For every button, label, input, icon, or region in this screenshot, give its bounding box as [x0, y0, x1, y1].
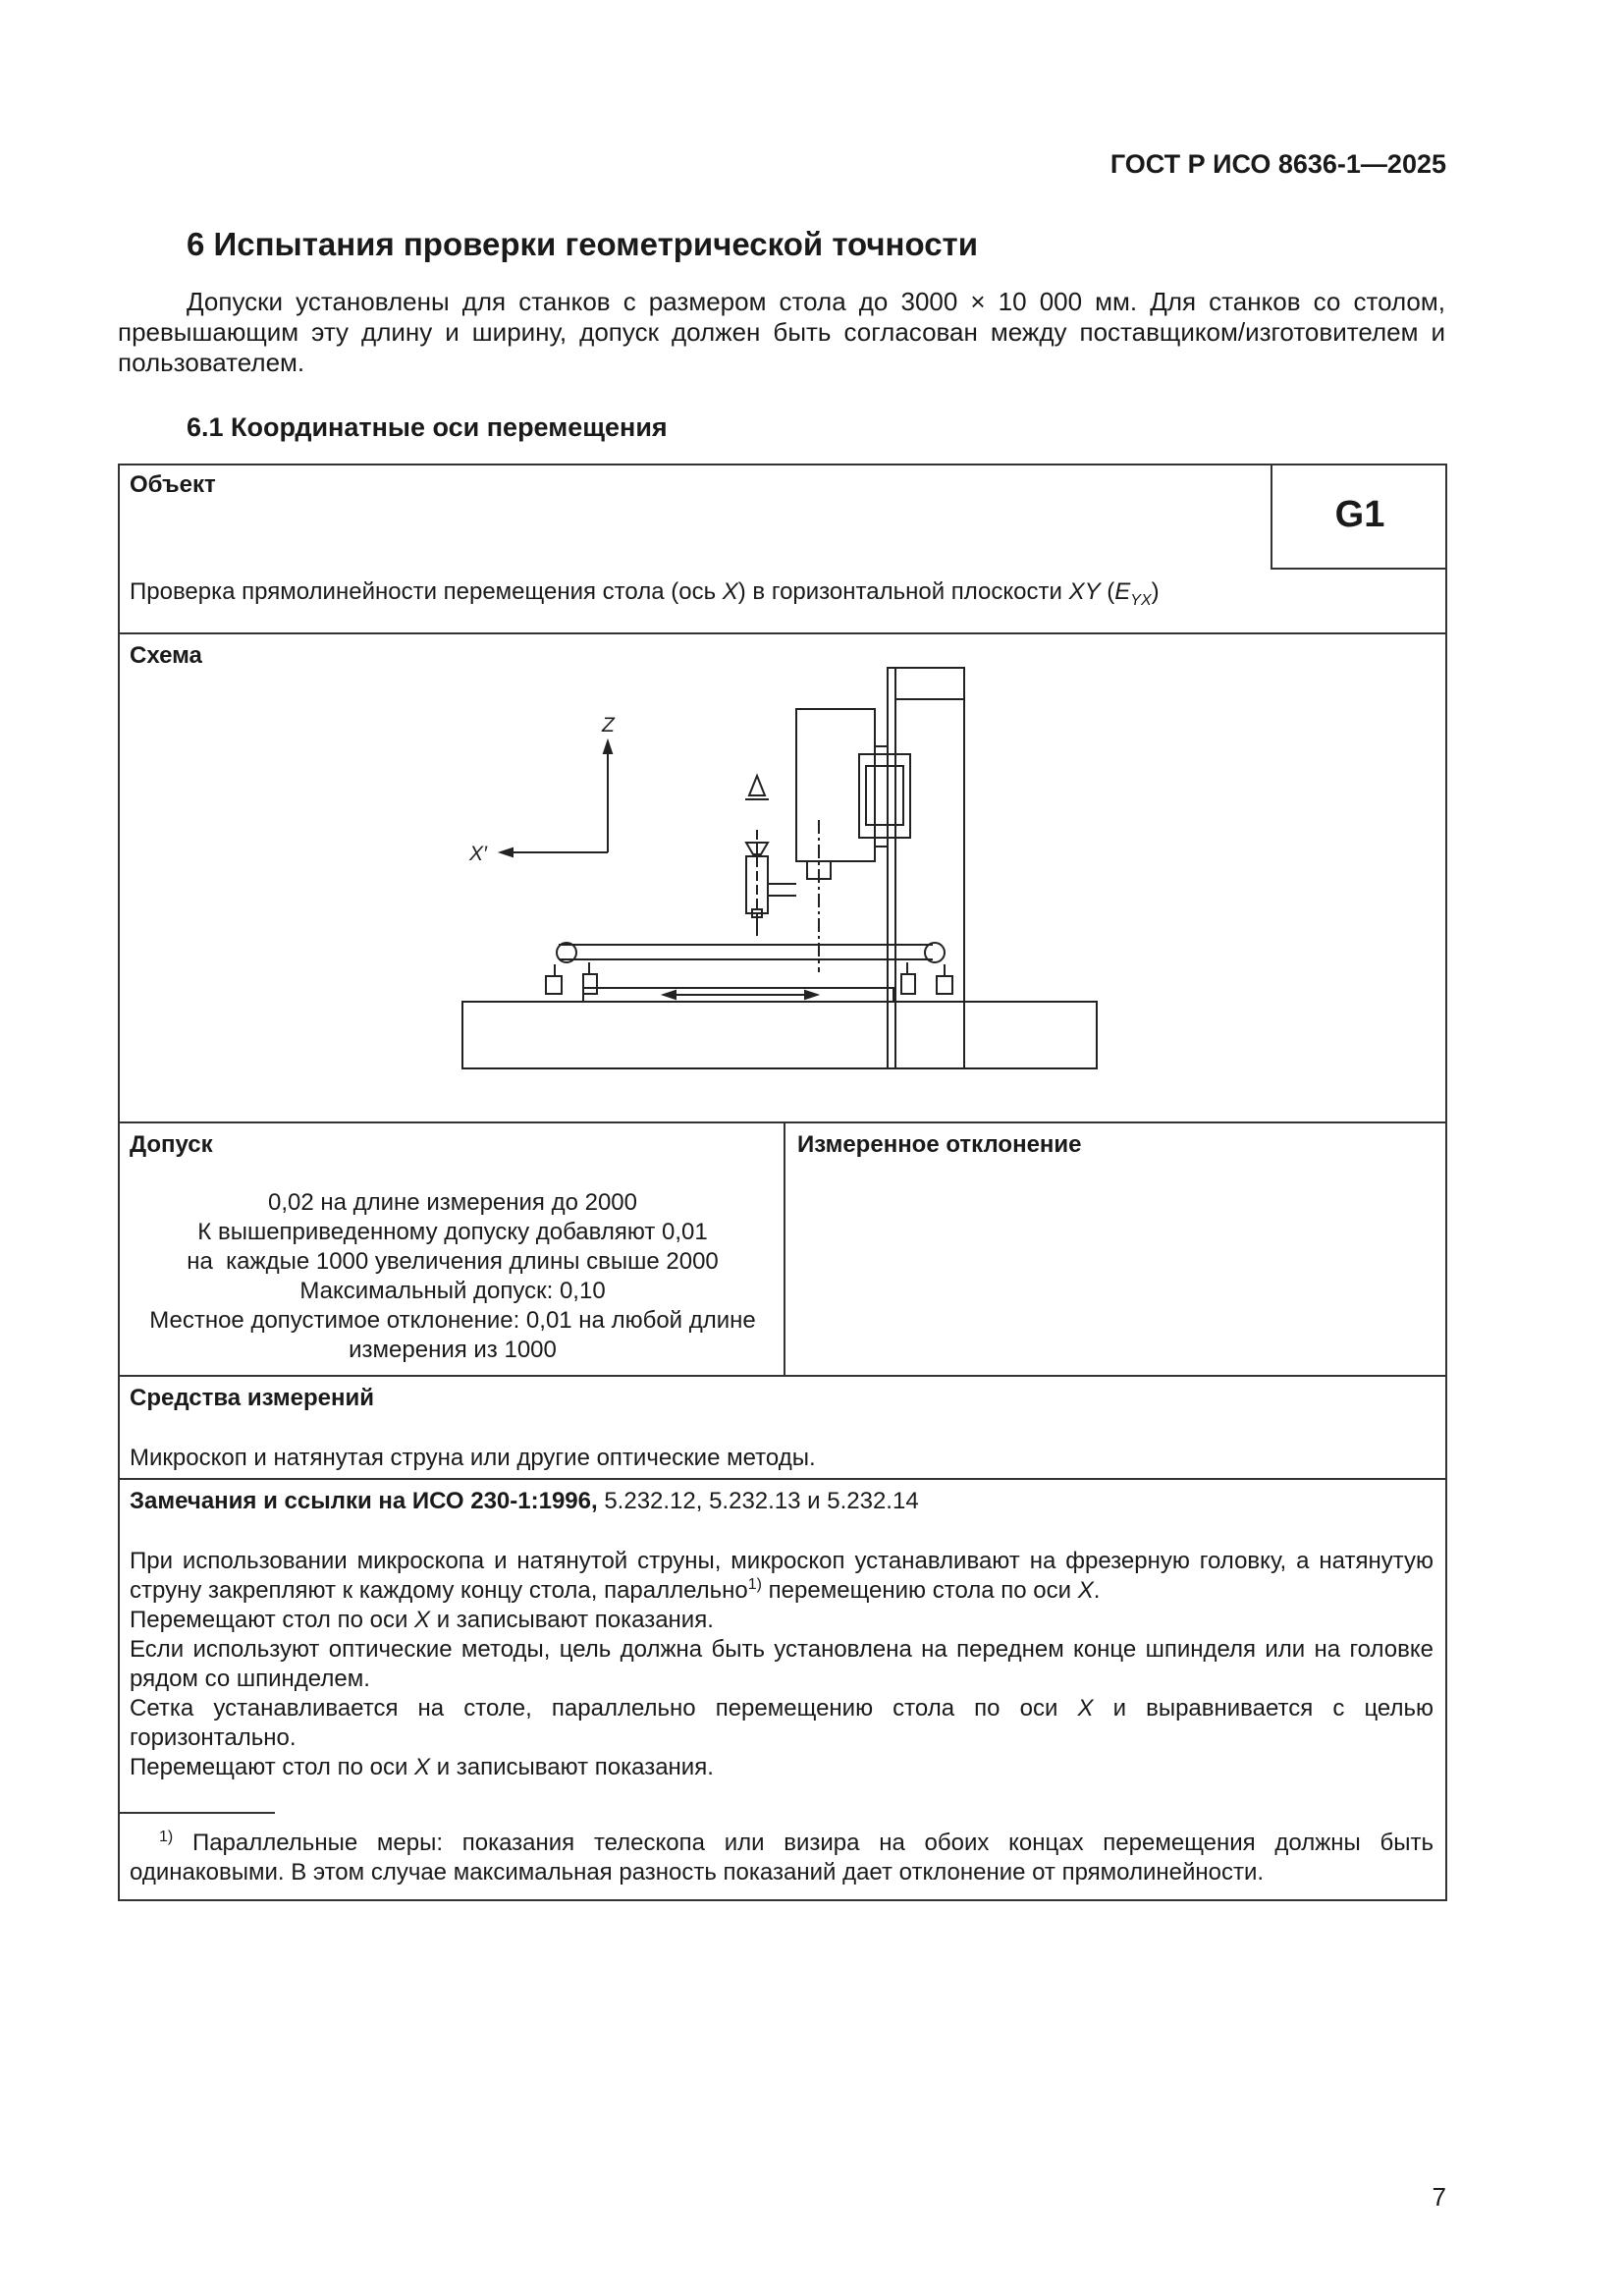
- note-paragraph: [130, 1694, 1434, 1753]
- tolerance-line: 0,02 на длине измерения до 2000: [267, 1189, 638, 1216]
- scheme-diagram: [0, 0, 1623, 1129]
- x-axis-label: X′: [469, 843, 487, 865]
- scheme-label: Схема: [130, 642, 202, 669]
- axis-symbol: X: [414, 1754, 431, 1780]
- footnote-ref: 1): [747, 1576, 763, 1593]
- row-divider: [118, 1478, 1447, 1480]
- notes-body: [130, 1547, 1434, 1782]
- tolerance-line: измерения из 1000: [349, 1337, 557, 1363]
- footnote-rule: [118, 1812, 275, 1814]
- object-paren-close: ): [1151, 578, 1160, 605]
- notes-references: 5.232.12, 5.232.13 и 5.232.14: [597, 1488, 919, 1514]
- support-block: [901, 974, 915, 994]
- axis-symbol: X: [1077, 1577, 1094, 1604]
- object-axis: X: [722, 578, 738, 605]
- note-text: и выравнивается с целью горизонтально.: [130, 1695, 1434, 1751]
- tolerance-line: Местное допустимое отклонение: 0,01 на любой длине: [149, 1307, 756, 1334]
- travel-arrow-right: [805, 991, 817, 999]
- z-axis-arrow: [604, 741, 612, 753]
- z-axis-label: Z: [602, 714, 615, 737]
- footnote-paragraph: [130, 1829, 1434, 1887]
- observer-symbol: [749, 776, 765, 795]
- row-divider: [118, 1375, 1447, 1377]
- measuring-means-text: Микроскоп и натянутая струна или другие оптические методы.: [130, 1445, 816, 1471]
- measuring-means-label: Средства измерений: [130, 1385, 375, 1411]
- footnote-text: Параллельные меры: показания телескопа или визира на обоих концах перемещения должны быть одинаковыми. В этом случае максимальная разность показаний дает отклонение от прямолинейности.: [130, 1830, 1434, 1886]
- object-e-subscript: YX: [1130, 591, 1152, 609]
- page-number: 7: [1432, 2182, 1446, 2212]
- tolerance-line: на каждые 1000 увеличения длины свыше 2000: [187, 1248, 719, 1275]
- tolerance-line: К вышеприведенному допуску добавляют 0,01: [197, 1219, 708, 1245]
- tolerance-line: Максимальный допуск: 0,10: [299, 1278, 606, 1304]
- footnote: [130, 1829, 1434, 1887]
- object-e: E: [1114, 578, 1131, 605]
- object-text-mid: ) в горизонтальной плоскости: [737, 578, 1069, 605]
- travel-arrow-left: [664, 991, 676, 999]
- object-paren-open: (: [1100, 578, 1115, 605]
- support-block: [583, 974, 597, 994]
- note-paragraph: Если используют оптические методы, цель должна быть установлена на переднем конце шпинделя или на головке рядом со шпинделем.: [130, 1636, 1434, 1692]
- column-divider: [784, 1121, 785, 1376]
- notes-heading: [130, 1488, 919, 1515]
- note-text: и записывают показания.: [430, 1754, 714, 1780]
- note-paragraph: [130, 1547, 1434, 1606]
- note-paragraph: [130, 1606, 1434, 1635]
- object-plane: XY: [1068, 578, 1101, 605]
- test-code: G1: [1334, 494, 1385, 535]
- head-slide-inner: [866, 766, 903, 825]
- note-paragraph: [130, 1753, 1434, 1782]
- section-title: 6 Испытания проверки геометрической точности: [187, 226, 979, 262]
- object-label: Объект: [130, 471, 216, 498]
- note-text: Перемещают стол по оси: [130, 1607, 415, 1633]
- note-text: Перемещают стол по оси: [130, 1754, 415, 1780]
- axis-symbol: X: [414, 1607, 431, 1633]
- machine-base: [462, 1002, 1097, 1068]
- tolerance-text: [124, 1188, 782, 1365]
- note-text: и записывают показания.: [430, 1607, 714, 1633]
- note-text: .: [1093, 1577, 1101, 1604]
- support-block: [937, 976, 952, 994]
- column-outer: [888, 668, 964, 1068]
- note-text: Сетка устанавливается на столе, параллельно перемещению стола по оси: [130, 1695, 1078, 1722]
- footnote-mark: 1): [159, 1829, 174, 1845]
- intro-text: Допуски установлены для станков с размером стола до 3000 × 10 000 мм. Для станков со столом, превышающим эту длину и ширину, допуск должен быть согласован между поставщиком/изготовителем и пользователем.: [118, 287, 1445, 377]
- x-axis-arrow: [501, 848, 513, 856]
- note-text: перемещению стола по оси: [762, 1577, 1078, 1604]
- support-block: [546, 976, 562, 994]
- object-text-pre: Проверка прямолинейности перемещения стола (ось: [130, 578, 723, 605]
- tolerance-label: Допуск: [130, 1131, 213, 1158]
- axis-symbol: X: [1077, 1695, 1094, 1722]
- note-text: При использовании микроскопа и натянутой струны, микроскоп устанавливают на фрезерную головку, а натянутую струну закрепляют к каждому концу стола, параллельно: [130, 1548, 1434, 1604]
- measured-deviation-label: Измеренное отклонение: [797, 1131, 1082, 1158]
- subsection-title: 6.1 Координатные оси перемещения: [187, 412, 668, 442]
- document-code: ГОСТ Р ИСО 8636-1—2025: [1109, 149, 1446, 179]
- wire-pulley-right: [925, 943, 945, 962]
- notes-label: Замечания и ссылки на ИСО 230-1:1996,: [130, 1488, 598, 1514]
